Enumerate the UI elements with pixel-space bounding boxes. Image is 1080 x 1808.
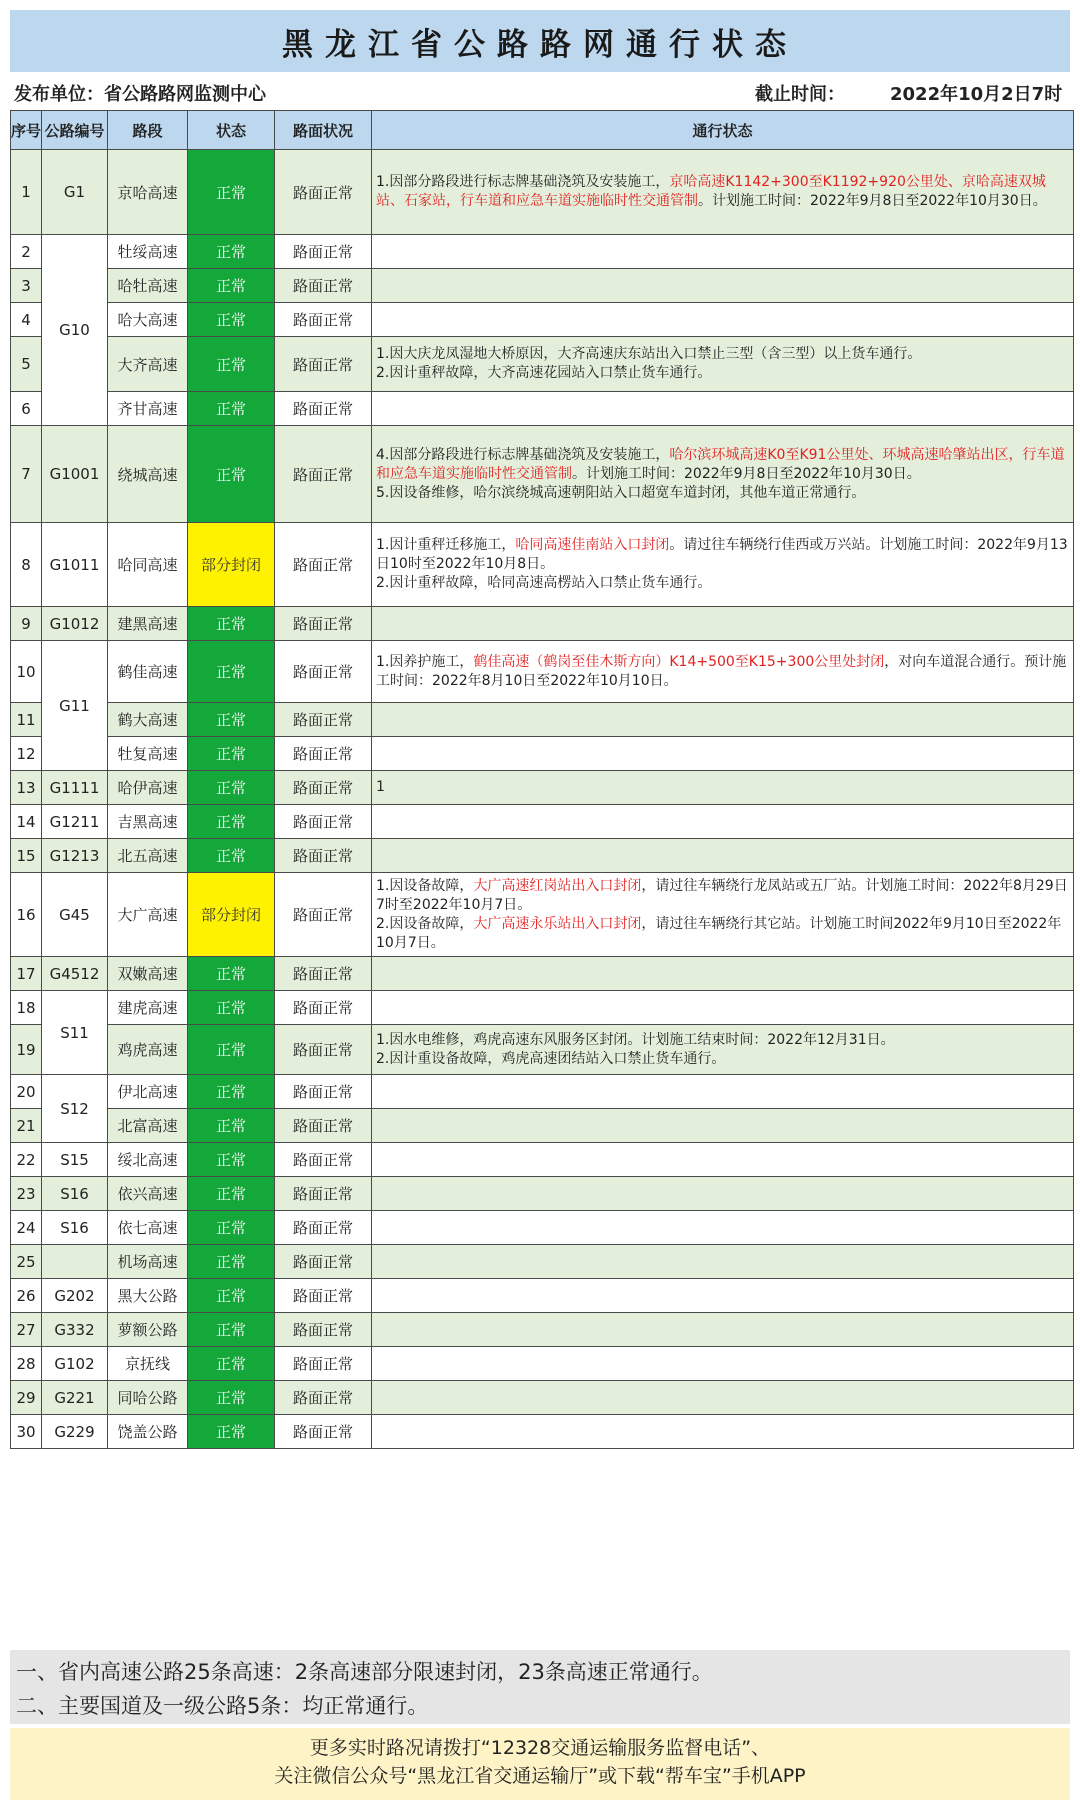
- detail-line: [376, 778, 1069, 797]
- road-condition: 路面正常: [275, 150, 372, 235]
- row-number: 18: [11, 991, 42, 1025]
- detail-text: 。计划施工时间：2022年9月8日至2022年10月30日。: [698, 193, 1047, 209]
- traffic-detail: [372, 873, 1074, 957]
- detail-text: 1.因设备故障，: [376, 877, 474, 894]
- table-row: [11, 1177, 1074, 1211]
- status-badge: 部分封闭: [188, 523, 275, 607]
- detail-line: [376, 915, 1069, 953]
- road-segment: 依兴高速: [108, 1177, 188, 1211]
- road-code: G1001: [42, 426, 108, 523]
- status-badge: 正常: [188, 1415, 275, 1449]
- road-condition: 路面正常: [275, 1313, 372, 1347]
- status-badge: 正常: [188, 641, 275, 703]
- status-badge: 正常: [188, 392, 275, 426]
- detail-alert-text: 哈尔滨环城高速K0至K91公里处、环城高速哈肇站出区，行车道和应急车道实施临时性交通管制: [376, 446, 1065, 482]
- status-badge: 正常: [188, 737, 275, 771]
- road-condition: 路面正常: [275, 991, 372, 1025]
- detail-text: 5.因设备维修，哈尔滨绕城高速朝阳站入口超宽车道封闭，其他车道正常通行。: [376, 484, 866, 501]
- road-segment: 齐甘高速: [108, 392, 188, 426]
- footer-line-1: 更多实时路况请拨打“12328交通运输服务监督电话”、: [309, 1737, 771, 1759]
- road-condition: 路面正常: [275, 641, 372, 703]
- row-number: 7: [11, 426, 42, 523]
- row-number: 24: [11, 1211, 42, 1245]
- detail-alert-text: 哈同高速佳南站入口封闭: [515, 537, 670, 553]
- road-code: G332: [42, 1313, 108, 1347]
- table-row: [11, 392, 1074, 426]
- road-code: [42, 1245, 108, 1279]
- detail-text: 1.因计重秤迁移施工，: [376, 537, 516, 553]
- road-condition: 路面正常: [275, 235, 372, 269]
- status-badge: 正常: [188, 1245, 275, 1279]
- traffic-detail: [372, 392, 1074, 426]
- detail-alert-text: 京哈高速K1142+300至K1192+920公里处、京哈高速双城站、石家站，行车道和应急车道实施临时性交通管制: [376, 174, 1046, 209]
- table-row: [11, 1279, 1074, 1313]
- table-row: [11, 1245, 1074, 1279]
- road-segment: 绕城高速: [108, 426, 188, 523]
- road-condition: 路面正常: [275, 607, 372, 641]
- road-segment: 京哈高速: [108, 150, 188, 235]
- traffic-detail: [372, 269, 1074, 303]
- traffic-detail: [372, 1279, 1074, 1313]
- footer: [10, 1728, 1070, 1800]
- road-segment: 鹤佳高速: [108, 641, 188, 703]
- header-segment: 路段: [108, 111, 188, 150]
- row-number: 22: [11, 1143, 42, 1177]
- row-number: 6: [11, 392, 42, 426]
- road-condition: 路面正常: [275, 873, 372, 957]
- road-condition: 路面正常: [275, 1177, 372, 1211]
- table-row: [11, 523, 1074, 607]
- row-number: 19: [11, 1025, 42, 1075]
- status-badge: 正常: [188, 607, 275, 641]
- traffic-detail: [372, 1211, 1074, 1245]
- table-row: [11, 1109, 1074, 1143]
- traffic-detail: [372, 150, 1074, 235]
- detail-text: 1.因部分路段进行标志牌基础浇筑及安装施工，: [376, 174, 670, 190]
- status-badge: 正常: [188, 1177, 275, 1211]
- detail-text: ，对向车道混合通行。预计施工时间：2022年8月10日至2022年10月10日。: [376, 653, 1067, 689]
- table-row: [11, 150, 1074, 235]
- status-badge: 正常: [188, 1075, 275, 1109]
- detail-text: 1.因养护施工，: [376, 653, 474, 670]
- road-condition: 路面正常: [275, 392, 372, 426]
- road-segment: 牡绥高速: [108, 235, 188, 269]
- traffic-detail: [372, 1143, 1074, 1177]
- road-segment: 北富高速: [108, 1109, 188, 1143]
- detail-text: 2.因设备故障，: [376, 915, 474, 932]
- table-row: [11, 1347, 1074, 1381]
- table-row: [11, 1025, 1074, 1075]
- road-condition: 路面正常: [275, 1279, 372, 1313]
- road-condition: 路面正常: [275, 303, 372, 337]
- row-number: 14: [11, 805, 42, 839]
- traffic-detail: [372, 805, 1074, 839]
- publisher: 发布单位：省公路路网监测中心: [14, 84, 266, 105]
- detail-line: [376, 173, 1069, 211]
- road-code: S11: [42, 991, 108, 1075]
- row-number: 2: [11, 235, 42, 269]
- detail-text: 1: [376, 779, 385, 795]
- road-condition: 路面正常: [275, 1381, 372, 1415]
- detail-text: 1.因大庆龙凤湿地大桥原因，大齐高速庆东站出入口禁止三型（含三型）以上货车通行。: [376, 346, 922, 362]
- table-row: [11, 235, 1074, 269]
- table-header: [11, 111, 1074, 150]
- table-row: [11, 873, 1074, 957]
- detail-line: [376, 364, 1069, 383]
- road-condition: 路面正常: [275, 1245, 372, 1279]
- road-segment: 鹤大高速: [108, 703, 188, 737]
- traffic-detail: [372, 1177, 1074, 1211]
- status-badge: 部分封闭: [188, 873, 275, 957]
- road-condition: 路面正常: [275, 1075, 372, 1109]
- road-code: G1111: [42, 771, 108, 805]
- table-row: [11, 991, 1074, 1025]
- row-number: 1: [11, 150, 42, 235]
- road-code: S16: [42, 1177, 108, 1211]
- deadline-value: 2022年10月2日7时: [890, 84, 1063, 105]
- road-code: G221: [42, 1381, 108, 1415]
- traffic-detail: [372, 957, 1074, 991]
- road-code: S15: [42, 1143, 108, 1177]
- table-row: [11, 1075, 1074, 1109]
- table-row: [11, 1313, 1074, 1347]
- road-code: G102: [42, 1347, 108, 1381]
- detail-text: ，请过往车辆绕行其它站。计划施工时间2022年9月10日至2022年10月7日。: [376, 915, 1062, 951]
- detail-alert-text: 鹤佳高速（鹤岗至佳木斯方向）K14+500至K15+300公里处封闭: [473, 653, 885, 670]
- row-number: 11: [11, 703, 42, 737]
- status-badge: 正常: [188, 269, 275, 303]
- road-code: S12: [42, 1075, 108, 1143]
- row-number: 10: [11, 641, 42, 703]
- road-segment: 鸡虎高速: [108, 1025, 188, 1075]
- road-code: G202: [42, 1279, 108, 1313]
- road-segment: 依七高速: [108, 1211, 188, 1245]
- road-segment: 机场高速: [108, 1245, 188, 1279]
- road-condition: 路面正常: [275, 737, 372, 771]
- road-condition: 路面正常: [275, 957, 372, 991]
- road-segment: 黑大公路: [108, 1279, 188, 1313]
- row-number: 9: [11, 607, 42, 641]
- status-badge: 正常: [188, 805, 275, 839]
- table-row: [11, 703, 1074, 737]
- row-number: 8: [11, 523, 42, 607]
- traffic-detail: [372, 1245, 1074, 1279]
- road-segment: 哈伊高速: [108, 771, 188, 805]
- detail-text: 。计划施工时间：2022年9月8日至2022年10月30日。: [572, 465, 921, 482]
- row-number: 3: [11, 269, 42, 303]
- road-code: G1011: [42, 523, 108, 607]
- page-title: 黑龙江省公路路网通行状态: [10, 10, 1070, 72]
- summary: [10, 1650, 1070, 1724]
- table-row: [11, 303, 1074, 337]
- detail-text: 1.因水电维修，鸡虎高速东风服务区封闭。计划施工结束时间：2022年12月31日。: [376, 1031, 895, 1048]
- traffic-detail: [372, 991, 1074, 1025]
- road-segment: 萝额公路: [108, 1313, 188, 1347]
- traffic-detail: [372, 737, 1074, 771]
- status-badge: 正常: [188, 1025, 275, 1075]
- row-number: 13: [11, 771, 42, 805]
- detail-line: [376, 345, 1069, 364]
- table-row: [11, 426, 1074, 523]
- header-no: 序号: [11, 111, 42, 150]
- traffic-detail: [372, 235, 1074, 269]
- road-condition: 路面正常: [275, 523, 372, 607]
- road-condition: 路面正常: [275, 1109, 372, 1143]
- road-code: G1213: [42, 839, 108, 873]
- status-badge: 正常: [188, 1109, 275, 1143]
- road-code: S16: [42, 1211, 108, 1245]
- status-badge: 正常: [188, 1381, 275, 1415]
- table-row: [11, 737, 1074, 771]
- detail-line: [376, 1050, 1069, 1069]
- table-row: [11, 805, 1074, 839]
- table-row: [11, 641, 1074, 703]
- status-badge: 正常: [188, 303, 275, 337]
- detail-line: [376, 536, 1069, 574]
- status-badge: 正常: [188, 337, 275, 392]
- traffic-detail: [372, 1109, 1074, 1143]
- traffic-detail: [372, 426, 1074, 523]
- road-condition: 路面正常: [275, 1347, 372, 1381]
- traffic-detail: [372, 703, 1074, 737]
- row-number: 17: [11, 957, 42, 991]
- table-row: [11, 1211, 1074, 1245]
- detail-line: [376, 653, 1069, 691]
- road-segment: 牡复高速: [108, 737, 188, 771]
- traffic-detail: [372, 1075, 1074, 1109]
- table-row: [11, 957, 1074, 991]
- traffic-detail: [372, 1025, 1074, 1075]
- traffic-detail: [372, 641, 1074, 703]
- road-condition: 路面正常: [275, 1415, 372, 1449]
- status-badge: 正常: [188, 1211, 275, 1245]
- status-badge: 正常: [188, 703, 275, 737]
- road-segment: 吉黑高速: [108, 805, 188, 839]
- road-segment: 哈同高速: [108, 523, 188, 607]
- traffic-detail: [372, 303, 1074, 337]
- row-number: 26: [11, 1279, 42, 1313]
- row-number: 16: [11, 873, 42, 957]
- road-code: G229: [42, 1415, 108, 1449]
- detail-line: [376, 877, 1069, 915]
- road-code: G1: [42, 150, 108, 235]
- status-badge: 正常: [188, 426, 275, 523]
- row-number: 25: [11, 1245, 42, 1279]
- status-badge: 正常: [188, 957, 275, 991]
- road-segment: 双嫩高速: [108, 957, 188, 991]
- table-row: [11, 771, 1074, 805]
- detail-text: ，请过往车辆绕行龙凤站或五厂站。计划施工时间：2022年8月29日7时至2022年10月7日。: [376, 877, 1068, 913]
- detail-text: 2.因计重秤故障，哈同高速高楞站入口禁止货车通行。: [376, 575, 712, 591]
- detail-text: 2.因计重秤故障，大齐高速花园站入口禁止货车通行。: [376, 365, 712, 381]
- header-status: 状态: [188, 111, 275, 150]
- row-number: 29: [11, 1381, 42, 1415]
- road-segment: 绥北高速: [108, 1143, 188, 1177]
- road-condition: 路面正常: [275, 269, 372, 303]
- status-badge: 正常: [188, 1143, 275, 1177]
- meta-bar: [10, 78, 1070, 108]
- row-number: 12: [11, 737, 42, 771]
- road-code: G1211: [42, 805, 108, 839]
- table-row: [11, 269, 1074, 303]
- traffic-detail: [372, 1313, 1074, 1347]
- detail-text: 2.因计重设备故障，鸡虎高速团结站入口禁止货车通行。: [376, 1050, 726, 1067]
- road-segment: 大齐高速: [108, 337, 188, 392]
- summary-line-1: 一、省内高速公路25条高速：2条高速部分限速封闭，23条高速正常通行。: [16, 1660, 713, 1684]
- traffic-detail: [372, 1415, 1074, 1449]
- traffic-detail: [372, 523, 1074, 607]
- row-number: 15: [11, 839, 42, 873]
- road-code: G1012: [42, 607, 108, 641]
- detail-line: [376, 574, 1069, 593]
- traffic-detail: [372, 607, 1074, 641]
- road-segment: 同哈公路: [108, 1381, 188, 1415]
- status-badge: 正常: [188, 771, 275, 805]
- road-condition: 路面正常: [275, 337, 372, 392]
- status-badge: 正常: [188, 235, 275, 269]
- table-row: [11, 607, 1074, 641]
- row-number: 5: [11, 337, 42, 392]
- table-row: [11, 337, 1074, 392]
- table-row: [11, 1415, 1074, 1449]
- road-segment: 大广高速: [108, 873, 188, 957]
- header-detail: 通行状态: [372, 111, 1074, 150]
- road-segment: 建虎高速: [108, 991, 188, 1025]
- table-row: [11, 1381, 1074, 1415]
- road-condition: 路面正常: [275, 1025, 372, 1075]
- status-badge: 正常: [188, 839, 275, 873]
- road-segment: 伊北高速: [108, 1075, 188, 1109]
- table-row: [11, 839, 1074, 873]
- road-condition: 路面正常: [275, 771, 372, 805]
- road-segment: 京抚线: [108, 1347, 188, 1381]
- detail-text: 。请过往车辆绕行佳西或万兴站。计划施工时间：2022年9月13日10时至2022年10月8日。: [376, 537, 1068, 572]
- road-segment: 北五高速: [108, 839, 188, 873]
- traffic-detail: [372, 1381, 1074, 1415]
- road-condition: 路面正常: [275, 703, 372, 737]
- deadline-label: 截止时间：: [755, 84, 845, 105]
- traffic-detail: [372, 839, 1074, 873]
- status-badge: 正常: [188, 150, 275, 235]
- road-code: G4512: [42, 957, 108, 991]
- status-table: [10, 110, 1074, 1449]
- status-badge: 正常: [188, 1313, 275, 1347]
- road-condition: 路面正常: [275, 1211, 372, 1245]
- detail-alert-text: 大广高速永乐站出入口封闭: [473, 915, 642, 932]
- road-segment: 哈牡高速: [108, 269, 188, 303]
- footer-line-2: 关注微信公众号“黑龙江省交通运输厅”或下载“帮车宝”手机APP: [274, 1765, 806, 1787]
- road-condition: 路面正常: [275, 1143, 372, 1177]
- road-segment: 建黑高速: [108, 607, 188, 641]
- road-condition: 路面正常: [275, 426, 372, 523]
- road-segment: 饶盖公路: [108, 1415, 188, 1449]
- detail-alert-text: 大广高速红岗站出入口封闭: [473, 877, 642, 894]
- header-code: 公路编号: [42, 111, 108, 150]
- header-road: 路面状况: [275, 111, 372, 150]
- status-badge: 正常: [188, 991, 275, 1025]
- detail-text: 4.因部分路段进行标志牌基础浇筑及安装施工，: [376, 446, 670, 463]
- row-number: 30: [11, 1415, 42, 1449]
- table-body: [11, 150, 1074, 1449]
- road-code: G11: [42, 641, 108, 771]
- summary-line-2: 二、主要国道及一级公路5条：均正常通行。: [16, 1694, 429, 1718]
- row-number: 23: [11, 1177, 42, 1211]
- detail-line: [376, 1031, 1069, 1050]
- row-number: 21: [11, 1109, 42, 1143]
- detail-line: [376, 484, 1069, 503]
- row-number: 20: [11, 1075, 42, 1109]
- road-code: G10: [42, 235, 108, 426]
- traffic-detail: [372, 771, 1074, 805]
- row-number: 4: [11, 303, 42, 337]
- status-badge: 正常: [188, 1347, 275, 1381]
- road-condition: 路面正常: [275, 805, 372, 839]
- traffic-detail: [372, 1347, 1074, 1381]
- status-badge: 正常: [188, 1279, 275, 1313]
- road-code: G45: [42, 873, 108, 957]
- table-row: [11, 1143, 1074, 1177]
- row-number: 27: [11, 1313, 42, 1347]
- row-number: 28: [11, 1347, 42, 1381]
- road-condition: 路面正常: [275, 839, 372, 873]
- road-segment: 哈大高速: [108, 303, 188, 337]
- detail-line: [376, 446, 1069, 484]
- traffic-detail: [372, 337, 1074, 392]
